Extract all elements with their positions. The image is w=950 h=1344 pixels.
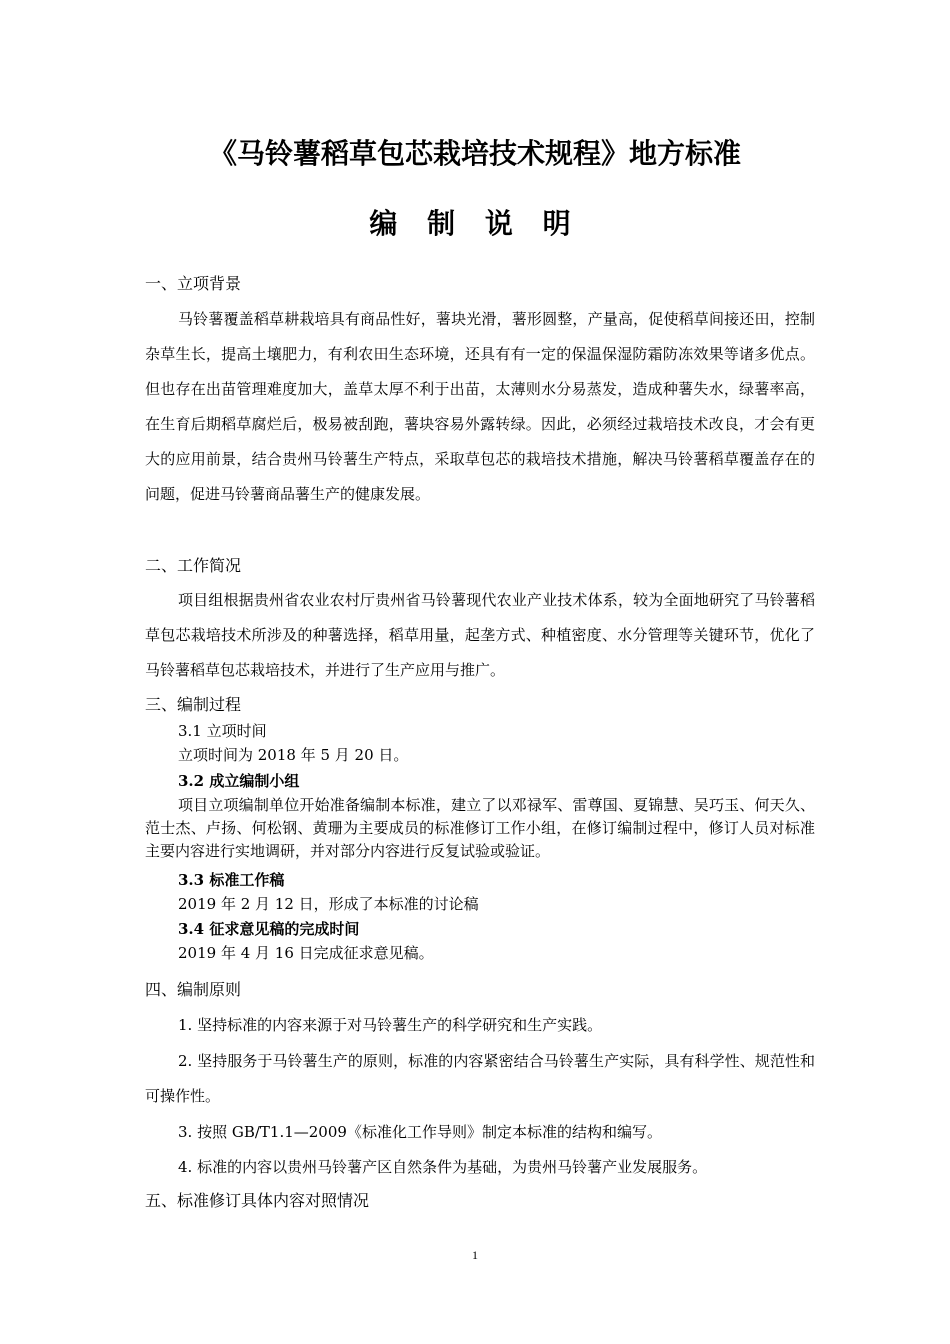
document-subtitle: 编 制 说 明 (369, 207, 581, 240)
section-heading-2: 二、工作简况 (145, 556, 242, 575)
principle-item-1: 1. 坚持标准的内容来源于对马铃薯生产的科学研究和生产实践。 (178, 1016, 603, 1034)
subsection-3-2-title: 3.2 成立编制小组 (178, 772, 300, 790)
principle-item-4: 4. 标准的内容以贵州马铃薯产区自然条件为基础，为贵州马铃薯产业发展服务。 (178, 1158, 708, 1176)
document-title: 《马铃薯稻草包芯栽培技术规程》地方标准 (208, 137, 741, 170)
section-heading-1: 一、立项背景 (145, 274, 242, 293)
section-heading-5: 五、标准修订具体内容对照情况 (145, 1191, 370, 1210)
subsection-3-4-text: 2019 年 4 月 16 日完成征求意见稿。 (178, 944, 434, 962)
section-1-paragraph: 马铃薯覆盖稻草耕栽培具有商品性好，薯块光滑，薯形圆整，产量高，促使稻草间接还田，控制杂草生长，提高土壤肥力，有利农田生态环境，还具有有一定的保温保湿防霜防冻效果等诸多优点。但也存在出苗管理难度加大，盖草太厚不利于出苗，太薄则水分易蒸发，造成种薯失水，绿薯率高，在生育后期稻草腐烂后，极易被刮跑，薯块容易外露转绿。因此，必须经过栽培技术改良，才会有更大的应用前景，结合贵州马铃薯生产特点，采取草包芯的栽培技术措施，解决马铃薯稻草覆盖存在的问题，促进马铃薯商品薯生产的健康发展。 (145, 310, 815, 503)
section-heading-4: 四、编制原则 (145, 980, 242, 999)
subsection-3-2-text: 项目立项编制单位开始准备编制本标准，建立了以邓禄军、雷尊国、夏锦慧、吴巧玉、何天久、范士杰、卢扬、何松钢、黄珊为主要成员的标准修订工作小组，在修订编制过程中，修订人员对标准主要内容进行实地调研，并对部分内容进行反复试验或验证。 (145, 796, 815, 860)
subsection-3-3-text: 2019 年 2 月 12 日，形成了本标准的讨论稿 (178, 895, 479, 913)
section-2-paragraph: 项目组根据贵州省农业农村厅贵州省马铃薯现代农业产业技术体系，较为全面地研究了马铃薯稻草包芯栽培技术所涉及的种薯选择，稻草用量，起垄方式、种植密度、水分管理等关键环节，优化了马铃薯稻草包芯栽培技术，并进行了生产应用与推广。 (145, 591, 815, 679)
principle-item-2: 2. 坚持服务于马铃薯生产的原则，标准的内容紧密结合马铃薯生产实际，具有科学性、规范性和可操作性。 (145, 1052, 815, 1105)
page-number: 1 (472, 1248, 478, 1262)
subsection-3-4-title: 3.4 征求意见稿的完成时间 (178, 920, 360, 938)
subsection-3-1-title: 3.1 立项时间 (178, 722, 267, 740)
subsection-3-3-title: 3.3 标准工作稿 (178, 871, 285, 889)
principle-item-3: 3. 按照 GB/T1.1—2009《标准化工作导则》制定本标准的结构和编写。 (178, 1123, 662, 1141)
section-heading-3: 三、编制过程 (145, 695, 242, 714)
subsection-3-1-text: 立项时间为 2018 年 5 月 20 日。 (178, 746, 409, 764)
